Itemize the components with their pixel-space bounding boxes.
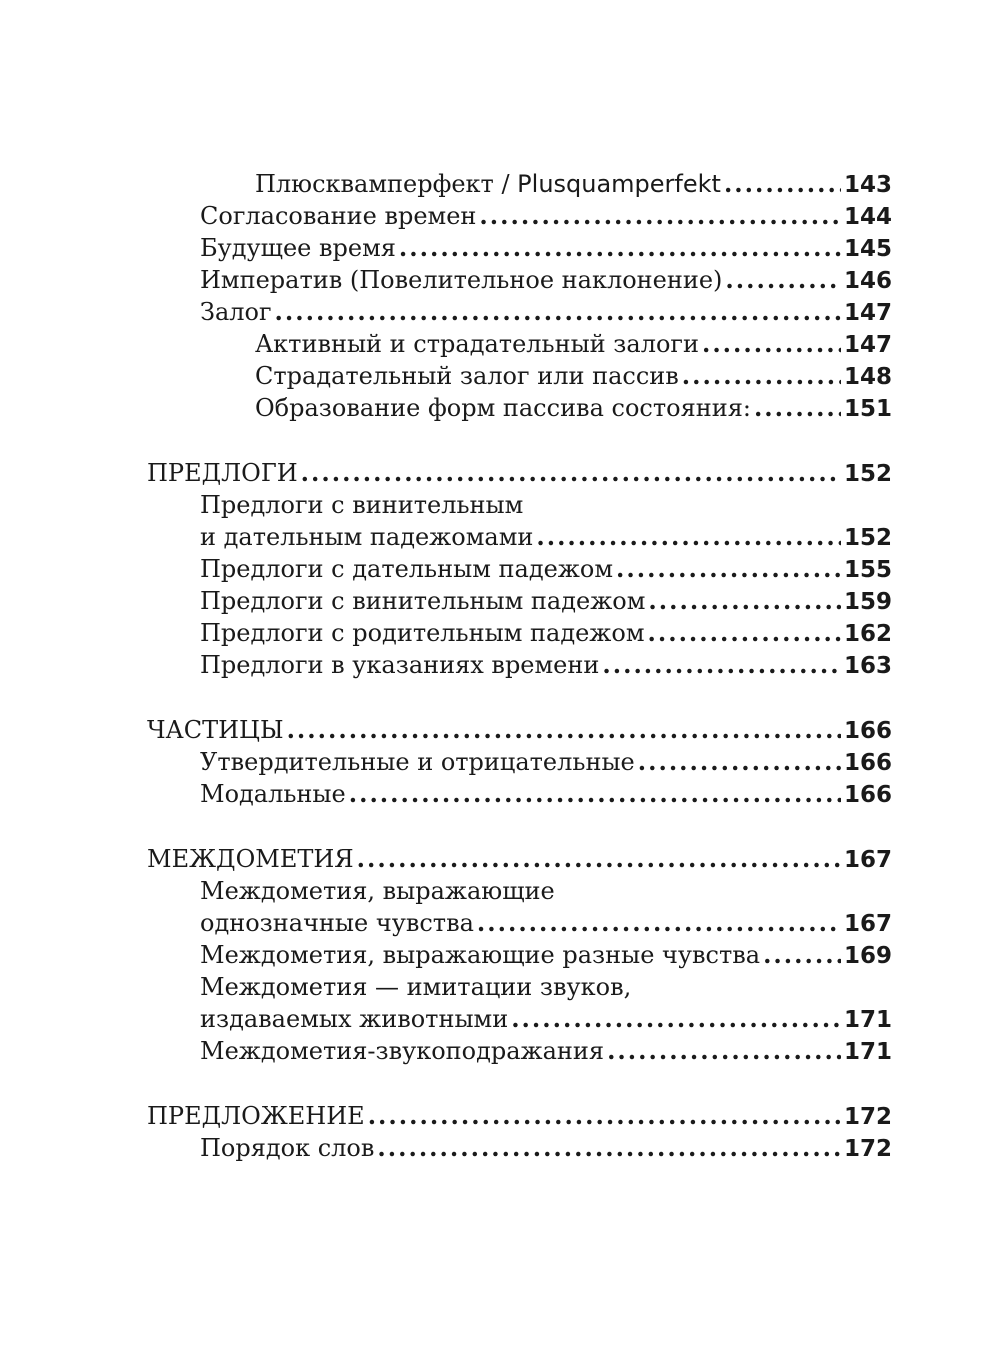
toc-section-heading	[147, 457, 892, 489]
toc-entry-title	[200, 521, 533, 553]
toc-entry-title	[147, 714, 284, 746]
toc-entry-text: Междометия-звукоподражания	[200, 1037, 605, 1065]
dot-leader	[602, 649, 841, 681]
toc-section-heading	[147, 1100, 892, 1132]
toc-entry-title	[255, 360, 679, 392]
dot-leader	[754, 392, 841, 424]
dot-leader	[275, 296, 841, 328]
toc-entry-title	[147, 457, 298, 489]
toc-entry	[147, 971, 892, 1003]
toc-section-heading	[147, 714, 892, 746]
toc-entry-title	[200, 649, 599, 681]
toc-entry-text: Предлоги в указаниях времени	[200, 651, 600, 679]
toc-entry	[147, 296, 892, 328]
toc-entry-text: Предлоги с дательным падежом	[200, 555, 613, 583]
toc-page-number: 148	[843, 364, 892, 390]
toc-entry	[147, 907, 892, 939]
toc-entry-latin-text: Plusquamperfekt	[517, 170, 721, 198]
toc-entry	[147, 778, 892, 810]
toc-entry-text: Предлоги с винительным падежом	[200, 587, 646, 615]
dot-leader	[638, 746, 841, 778]
toc-page-number: 166	[843, 718, 892, 744]
toc-entry	[147, 585, 892, 617]
toc-entry-text: и дательным падежомами	[200, 523, 534, 551]
toc-entry	[147, 328, 892, 360]
toc-entry-text: МЕЖДОМЕТИЯ	[147, 845, 354, 873]
dot-leader	[616, 553, 841, 585]
toc-entry-title	[200, 971, 631, 1003]
toc-entry-title	[200, 200, 476, 232]
dot-leader	[368, 1100, 841, 1132]
toc-entry	[147, 264, 892, 296]
toc-entry	[147, 617, 892, 649]
toc-entry	[147, 200, 892, 232]
toc-entry-text: Предлоги с винительным	[200, 491, 524, 519]
toc-entry-title	[200, 746, 635, 778]
toc-entry-text: издаваемых животными	[200, 1005, 509, 1033]
toc-page-number: 152	[843, 461, 892, 487]
toc-page-number: 147	[843, 332, 892, 358]
toc-page-number: 169	[843, 943, 892, 969]
toc-entry-text: Будущее время	[200, 234, 396, 262]
toc-page-number: 167	[843, 847, 892, 873]
section-gap	[147, 681, 892, 714]
toc-entry-text: Образование форм пассива состояния:	[255, 394, 751, 422]
toc-entry	[147, 489, 892, 521]
toc-page-number: 171	[843, 1039, 892, 1065]
toc-entry-title	[200, 232, 396, 264]
toc-entry	[147, 553, 892, 585]
toc-page-number: 163	[843, 653, 892, 679]
toc-entry-title	[255, 328, 699, 360]
toc-entry-title	[200, 875, 555, 907]
toc-entry	[147, 360, 892, 392]
toc-entry	[147, 1035, 892, 1067]
toc-entry-text: Плюсквамперфект /	[255, 170, 518, 198]
dot-leader	[702, 328, 841, 360]
toc-section-heading	[147, 843, 892, 875]
toc-page-number: 152	[843, 525, 892, 551]
toc-entry-text: Порядок слов	[200, 1134, 375, 1162]
toc-entry-text: ПРЕДЛОГИ	[147, 459, 298, 487]
toc-entry	[147, 649, 892, 681]
toc-entry	[147, 746, 892, 778]
dot-leader	[725, 264, 841, 296]
toc-entry	[147, 168, 892, 200]
toc-entry-text: Предлоги с родительным падежом	[200, 619, 645, 647]
toc-page-number: 171	[843, 1007, 892, 1033]
toc-entry-text: Страдательный залог или пассив	[255, 362, 679, 390]
toc-entry-title	[200, 296, 272, 328]
dot-leader	[349, 778, 841, 810]
toc-page-number: 151	[843, 396, 892, 422]
toc-entry-text: Междометия, выражающие разные чувства	[200, 941, 761, 969]
toc-entry-text: Междометия — имитации звуков,	[200, 973, 632, 1001]
toc-entry-title	[200, 489, 523, 521]
toc-entry-title	[255, 392, 751, 424]
toc-entry-text: ЧАСТИЦЫ	[147, 716, 284, 744]
toc-entry-title	[200, 617, 645, 649]
toc-entry-title	[200, 778, 346, 810]
dot-leader	[724, 168, 841, 200]
toc-entry-text: Согласование времен	[200, 202, 477, 230]
toc-entry-text: однозначные чувства	[200, 909, 474, 937]
section-gap	[147, 810, 892, 843]
toc-entry-text: Императив (Повелительное наклонение)	[200, 266, 723, 294]
toc-entry	[147, 875, 892, 907]
dot-leader	[682, 360, 841, 392]
toc-entry	[147, 1003, 892, 1035]
dot-leader	[648, 617, 841, 649]
toc-page-number: 144	[843, 204, 892, 230]
dot-leader	[399, 232, 841, 264]
toc-page-number: 166	[843, 782, 892, 808]
dot-leader	[477, 907, 841, 939]
dot-leader	[536, 521, 841, 553]
toc-entry-title	[200, 907, 474, 939]
toc-entry-title	[147, 843, 354, 875]
toc-entry-text: Активный и страдательный залоги	[255, 330, 699, 358]
toc-entry-title	[200, 1035, 604, 1067]
dot-leader	[377, 1132, 841, 1164]
section-gap	[147, 1067, 892, 1100]
dot-leader	[607, 1035, 841, 1067]
dot-leader	[357, 843, 841, 875]
toc-page-number: 145	[843, 236, 892, 262]
toc-page-number: 143	[843, 172, 892, 198]
dot-leader	[511, 1003, 841, 1035]
toc-entry-text: Залог	[200, 298, 272, 326]
toc-page-number: 146	[843, 268, 892, 294]
toc-entry-title	[200, 553, 613, 585]
toc-entry	[147, 521, 892, 553]
dot-leader	[648, 585, 841, 617]
toc-page-number: 172	[843, 1136, 892, 1162]
toc-entry-text: Междометия, выражающие	[200, 877, 555, 905]
toc-page-number: 167	[843, 911, 892, 937]
toc-entry	[147, 392, 892, 424]
toc-page-number: 147	[843, 300, 892, 326]
toc-entry-text: Модальные	[200, 780, 346, 808]
toc-entry-title	[147, 1100, 365, 1132]
dot-leader	[479, 200, 841, 232]
toc-entry	[147, 232, 892, 264]
toc-page-number: 155	[843, 557, 892, 583]
toc-page-number: 166	[843, 750, 892, 776]
table-of-contents	[147, 168, 892, 1164]
toc-entry-title	[200, 939, 760, 971]
toc-entry-text: ПРЕДЛОЖЕНИЕ	[147, 1102, 365, 1130]
toc-entry-title	[200, 264, 722, 296]
toc-page-number: 162	[843, 621, 892, 647]
toc-entry	[147, 1132, 892, 1164]
toc-entry-title	[200, 1003, 508, 1035]
dot-leader	[301, 457, 841, 489]
dot-leader	[763, 939, 841, 971]
toc-entry-title	[200, 1132, 374, 1164]
toc-entry-text: Утвердительные и отрицательные	[200, 748, 635, 776]
dot-leader	[287, 714, 841, 746]
toc-entry-title	[200, 585, 645, 617]
toc-page-number: 172	[843, 1104, 892, 1130]
toc-page-number: 159	[843, 589, 892, 615]
toc-entry-title	[255, 168, 721, 200]
toc-entry	[147, 939, 892, 971]
section-gap	[147, 424, 892, 457]
